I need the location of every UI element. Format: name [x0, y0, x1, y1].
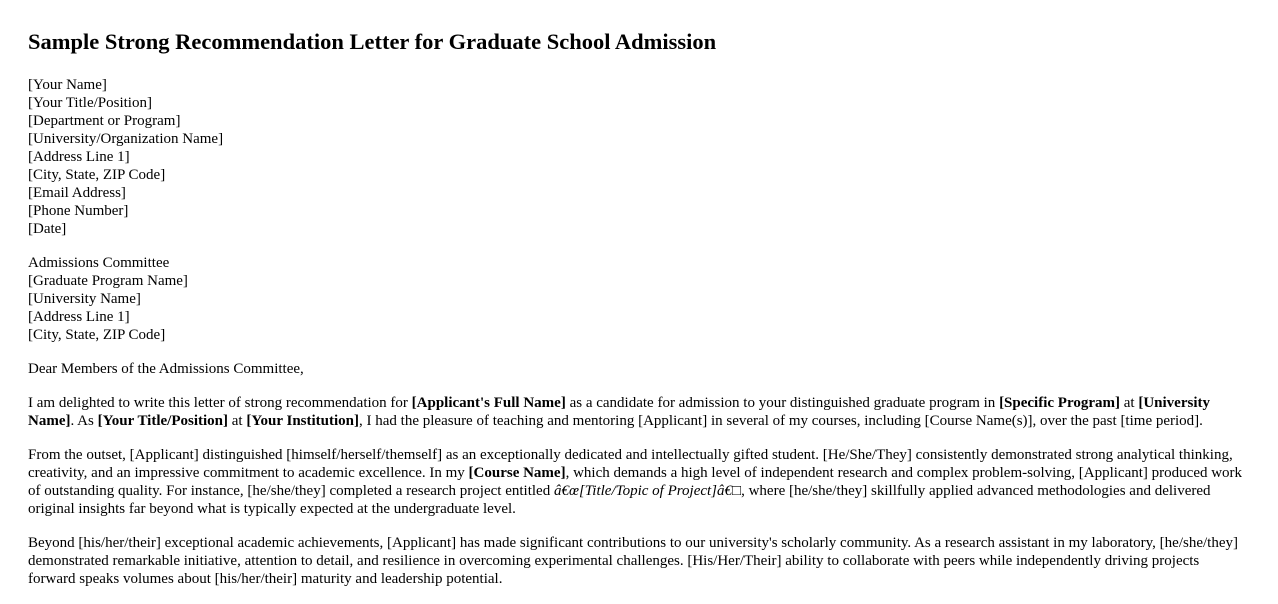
- recipient-address-block: [28, 254, 1246, 344]
- text-run: I am delighted to write this letter of strong recommendation for: [28, 395, 412, 411]
- recipient-program: [Graduate Program Name]: [28, 273, 188, 289]
- text-run: as a candidate for admission to your distinguished graduate program in: [565, 395, 1000, 411]
- sender-title: [Your Title/Position]: [28, 95, 152, 111]
- paragraph-introduction: [28, 394, 1246, 430]
- university-placeholder: [University Name]: [28, 395, 1210, 429]
- recipient-committee: Admissions Committee: [28, 255, 170, 271]
- text-run: at: [228, 413, 247, 429]
- applicant-name-placeholder: [Applicant's Full Name]: [411, 395, 566, 411]
- sender-address-line: [Address Line 1]: [28, 149, 130, 165]
- text-run: , where [he/she/they] skillfully applied advanced methodologies and delivered original insights far beyond what is typically expected at the undergraduate level.: [28, 483, 1211, 517]
- text-run: at: [1120, 395, 1139, 411]
- program-placeholder: [Specific Program]: [999, 395, 1120, 411]
- salutation: Dear Members of the Admissions Committee,: [28, 361, 304, 377]
- recipient-address-line: [Address Line 1]: [28, 309, 130, 325]
- recipient-city-state-zip: [City, State, ZIP Code]: [28, 327, 166, 343]
- sender-date: [Date]: [28, 221, 67, 237]
- paragraph-contributions: Beyond [his/her/their] exceptional academic achievements, [Applicant] has made significant contributions to our university's scholarly community. As a research assistant in my laboratory, [he/she/they] demonstrated remarkable initiative, attention to detail, and resilience in overcoming experimental challenges. [His/Her/Their] ability to collaborate with peers while independently driving projects forward speaks volumes about [his/her/their] maturity and leadership potential.: [28, 535, 1238, 587]
- paragraph-academic: [28, 446, 1246, 518]
- letter-page: [28, 0, 1246, 604]
- institution-placeholder: [Your Institution]: [246, 413, 360, 429]
- text-run: From the outset, [Applicant] distinguished [himself/herself/themself] as an exceptionally dedicated and intellectually gifted student. [He/She/They] consistently demonstrated strong analytical thinking, creativity, and an impressive commitment to academic excellence. In my: [28, 447, 1233, 481]
- course-name-placeholder: [Course Name]: [468, 465, 566, 481]
- text-run: , which demands a high level of independent research and complex problem-solving, [Applicant] produced work of outstanding quality. For instance, [he/she/they] completed a research project entitled: [28, 465, 1243, 499]
- sender-city-state-zip: [City, State, ZIP Code]: [28, 167, 166, 183]
- project-title-placeholder: â€œ[Title/Topic of Project]â€□: [553, 483, 742, 499]
- sender-name: [Your Name]: [28, 77, 107, 93]
- text-run: . As: [70, 413, 98, 429]
- recipient-university: [University Name]: [28, 291, 141, 307]
- sender-phone: [Phone Number]: [28, 203, 129, 219]
- page-title: Sample Strong Recommendation Letter for Graduate School Admission: [28, 29, 717, 54]
- text-run: , I had the pleasure of teaching and mentoring [Applicant] in several of my courses, including [Course Name(s)], over the past [time period].: [359, 413, 1203, 429]
- sender-organization: [University/Organization Name]: [28, 131, 224, 147]
- sender-email: [Email Address]: [28, 185, 126, 201]
- sender-address-block: [28, 76, 1246, 238]
- title-placeholder: [Your Title/Position]: [97, 413, 229, 429]
- sender-department: [Department or Program]: [28, 113, 181, 129]
